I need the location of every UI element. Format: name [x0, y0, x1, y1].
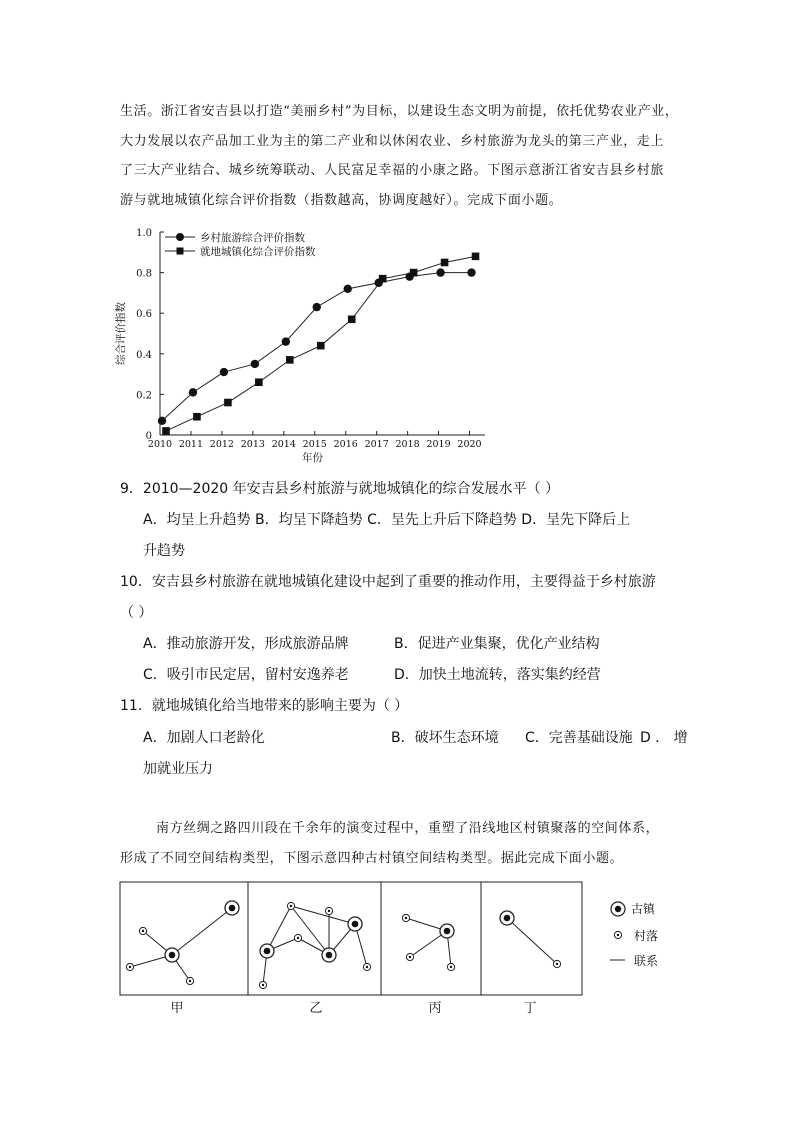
q11-option-d-wrap: 加就业压力 — [143, 761, 213, 777]
village-node-dot — [556, 963, 558, 965]
town-node-dot — [504, 915, 511, 922]
q10-option-c: C．吸引市民定居，留村安逸养老 — [143, 667, 349, 683]
q9-options: A．均呈上升趋势 B．均呈下降趋势 C．呈先上升后下降趋势 D．呈先下降后上 — [143, 512, 631, 528]
data-point-urbanization — [286, 356, 294, 364]
town-node-dot — [229, 905, 236, 912]
chart-series — [158, 253, 480, 435]
village-node-dot — [290, 905, 292, 907]
q10-option-d: D．加快土地流转，落实集约经营 — [394, 667, 601, 683]
x-tick-label: 2015 — [302, 439, 327, 450]
q11-option-c: C．完善基础设施 — [525, 730, 633, 746]
q11-stem: 11．就地城镇化给当地带来的影响主要为（ ） — [120, 698, 409, 714]
town-legend-icon-dot — [615, 906, 621, 912]
q11-option-a: A．加剧人口老龄化 — [143, 730, 265, 746]
chart-legend — [165, 231, 316, 258]
legend-marker-circle — [176, 233, 184, 241]
passage-1-line-4: 游与就地城镇化综合评价指数（指数越高，协调度越好）。完成下面小题。 — [120, 192, 563, 208]
legend-town-label: 古镇 — [631, 902, 656, 916]
panel-label-jia: 甲 — [170, 1001, 184, 1016]
x-tick-label: 2020 — [457, 439, 482, 450]
panel-label-bing: 丙 — [428, 1001, 442, 1016]
town-node-dot — [352, 921, 359, 928]
village-node-dot — [262, 984, 264, 986]
data-point-tourism — [467, 268, 475, 276]
passage-2 — [120, 814, 695, 873]
data-point-urbanization — [162, 427, 170, 435]
q9-stem: 9．2010—2020 年安吉县乡村旅游与就地城镇化的综合发展水平（ ） — [120, 481, 560, 497]
y-tick-label: 0.4 — [136, 349, 152, 361]
data-point-urbanization — [255, 378, 263, 386]
village-node-dot — [142, 930, 144, 932]
data-point-urbanization — [348, 315, 356, 323]
x-axis-title: 年份 — [302, 452, 323, 464]
data-point-urbanization — [472, 253, 480, 261]
passage-2-line-2: 形成了不同空间结构类型，下图示意四种古村镇空间结构类型。据此完成下面小题。 — [120, 850, 624, 866]
data-point-tourism — [282, 337, 290, 345]
data-point-tourism — [344, 285, 352, 293]
x-tick-label: 2018 — [395, 439, 420, 450]
data-point-tourism — [436, 268, 444, 276]
x-tick-label: 2010 — [147, 439, 173, 450]
town-node-dot — [444, 928, 451, 935]
q10-stem-bracket: （ ） — [120, 605, 153, 621]
link-line — [291, 906, 329, 955]
x-tick-label: 2014 — [271, 439, 296, 450]
legend-marker-square — [177, 248, 184, 255]
series-line-1 — [162, 273, 472, 421]
village-legend-icon-dot — [617, 934, 619, 936]
passage-1 — [120, 97, 695, 215]
y-axis-title: 综合评价指数 — [115, 302, 127, 365]
q10-option-b: B．促进产业集聚，优化产业结构 — [394, 636, 600, 652]
panel-label-ding: 丁 — [523, 1001, 537, 1016]
x-tick-label: 2017 — [364, 439, 389, 450]
town-node-dot — [326, 952, 333, 959]
data-point-tourism — [220, 368, 228, 376]
data-point-urbanization — [317, 342, 325, 350]
link-line — [267, 906, 291, 951]
link-line — [507, 918, 557, 964]
y-tick-label: 1.0 — [136, 228, 152, 239]
legend-link-label: 联系 — [634, 954, 659, 968]
village-node-dot — [409, 956, 411, 958]
passage-2-line-1: 南方丝绸之路四川段在千余年的演变过程中，重塑了沿线地区村镇聚落的空间体系， — [156, 821, 660, 836]
link-line — [291, 906, 355, 924]
village-node-dot — [450, 966, 452, 968]
village-node-dot — [129, 966, 131, 968]
village-node-dot — [366, 966, 368, 968]
index-line-chart — [110, 220, 510, 465]
town-node-dot — [264, 948, 271, 955]
x-tick-label: 2011 — [178, 439, 204, 450]
data-point-urbanization — [224, 399, 232, 407]
y-tick-label: 0 — [145, 431, 152, 442]
x-tick-label: 2019 — [426, 439, 451, 450]
town-node-dot — [169, 952, 176, 959]
data-point-tourism — [313, 303, 321, 311]
x-tick-label: 2013 — [240, 439, 265, 450]
q11-option-d: D ． 增 — [640, 730, 688, 746]
village-node-dot — [189, 980, 191, 982]
passage-1-line-1: 生活。浙江省安吉县以打造“美丽乡村”为目标，以建设生态文明为前提，依托优势农业产业， — [120, 104, 679, 119]
passage-1-line-2: 大力发展以农产品加工业为主的第二产业和以休闲农业、乡村旅游为龙头的第三产业，走上 — [120, 133, 665, 149]
q10-option-a: A．推动旅游开发，形成旅游品牌 — [143, 636, 349, 652]
q11-option-b: B．破坏生态环境 — [391, 730, 499, 746]
village-node-dot — [328, 910, 330, 912]
panel-label-yi: 乙 — [309, 1001, 323, 1016]
data-point-urbanization — [379, 275, 387, 283]
passage-1-line-3: 了三大产业结合、城乡统筹联动、人民富足幸福的小康之路。下图示意浙江省安吉县乡村旅 — [120, 163, 665, 178]
data-point-urbanization — [410, 269, 418, 277]
q10-stem: 10．安吉县乡村旅游在就地城镇化建设中起到了重要的推动作用，主要得益于乡村旅游 — [120, 574, 656, 590]
link-line — [172, 908, 232, 955]
x-tick-label: 2012 — [209, 439, 234, 450]
legend-village-label: 村落 — [634, 929, 659, 943]
data-point-urbanization — [441, 259, 449, 267]
y-tick-label: 0.2 — [136, 390, 152, 402]
diagram-legend — [610, 901, 658, 968]
y-tick-label: 0.6 — [136, 309, 152, 321]
legend-label-tourism: 乡村旅游综合评价指数 — [200, 232, 305, 244]
data-point-urbanization — [193, 413, 201, 421]
village-node-dot — [405, 917, 407, 919]
data-point-tourism — [158, 417, 166, 425]
data-point-tourism — [251, 360, 259, 368]
data-point-tourism — [189, 388, 197, 396]
village-structure-diagram — [110, 876, 690, 1026]
q9-options-wrap: 升趋势 — [143, 543, 185, 559]
y-tick-label: 0.8 — [136, 268, 152, 280]
x-tick-label: 2016 — [333, 439, 358, 450]
legend-label-urbanization: 就地城镇化综合评价指数 — [200, 246, 316, 258]
village-node-dot — [297, 937, 299, 939]
